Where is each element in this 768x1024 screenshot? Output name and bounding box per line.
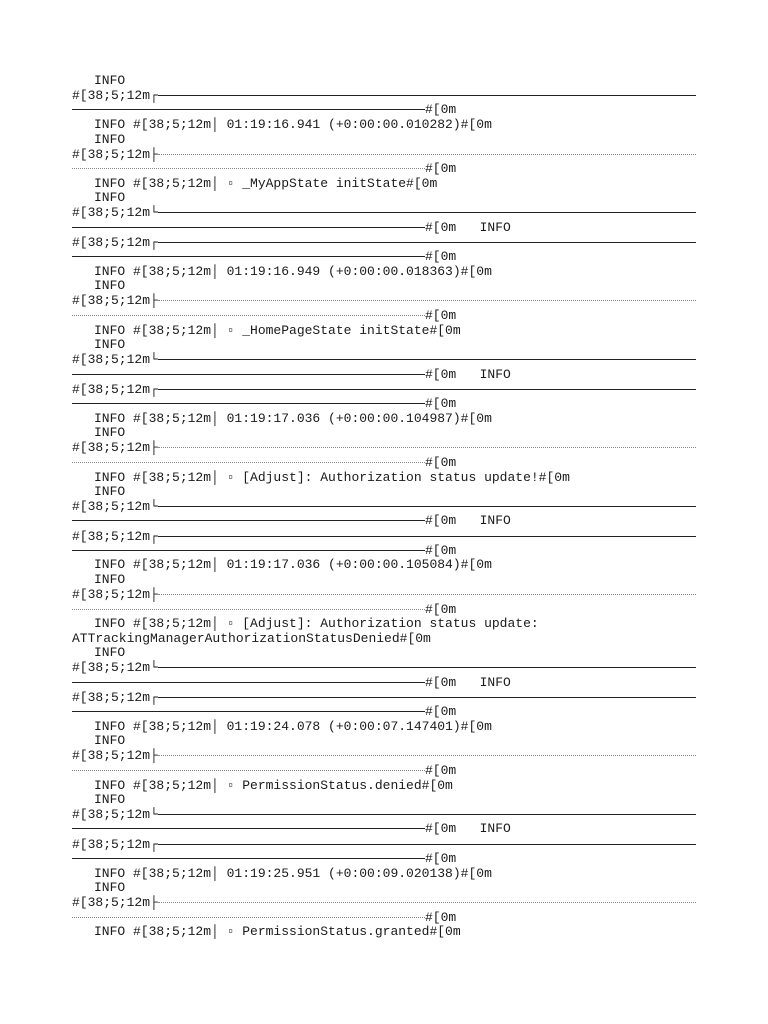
log-line-prefix: #[38;5;12m├: [72, 147, 158, 162]
box-rule-top-left: [72, 403, 425, 404]
log-line-close: #[0m: [425, 763, 457, 778]
log-line-entry: INFO #[38;5;12m│ 01:19:16.949 (+0:00:00.018363)#[0m: [94, 264, 492, 279]
log-line-entry: INFO #[38;5;12m│ ▫ [Adjust]: Authorization status update!#[0m: [94, 470, 570, 485]
log-line-prefix: #[38;5;12m├: [72, 587, 158, 602]
log-line-close: #[0m: [425, 910, 457, 925]
box-rule-mid-left: [72, 315, 425, 316]
box-rule-top-right: [158, 697, 696, 698]
box-rule-top-left: [72, 109, 425, 110]
box-rule-top-right: [158, 844, 696, 845]
log-line-close: #[0m: [425, 602, 457, 617]
log-line-prefix: #[38;5;12m┌: [72, 235, 158, 250]
box-rule-top-right: [158, 389, 696, 390]
box-rule-bot-left: [72, 828, 425, 829]
log-line-prefix: #[38;5;12m┌: [72, 529, 158, 544]
log-line-close: #[0m: [425, 161, 457, 176]
box-rule-top-right: [158, 95, 696, 96]
box-rule-bot-left: [72, 520, 425, 521]
log-line-prefix: #[38;5;12m┌: [72, 88, 158, 103]
log-line-close: #[0m: [425, 543, 457, 558]
box-rule-bot-left: [72, 227, 425, 228]
box-rule-bot-right: [158, 814, 696, 815]
log-line-info: INFO: [94, 425, 126, 440]
box-rule-bot-left: [72, 682, 425, 683]
box-rule-top-left: [72, 550, 425, 551]
box-rule-bot-right: [158, 506, 696, 507]
log-line-entry: INFO #[38;5;12m│ ▫ [Adjust]: Authorization status update:: [94, 616, 539, 631]
log-line-entry: INFO #[38;5;12m│ ▫ _MyAppState initState#[0m: [94, 176, 438, 191]
log-line-close: #[0m: [425, 851, 457, 866]
log-line-info: INFO: [94, 572, 126, 587]
log-line-info: INFO: [94, 132, 126, 147]
box-rule-bot-right: [158, 212, 696, 213]
log-line-prefix: #[38;5;12m├: [72, 748, 158, 763]
box-rule-mid-right: [158, 594, 696, 595]
log-line-entry: INFO #[38;5;12m│ 01:19:24.078 (+0:00:07.147401)#[0m: [94, 719, 492, 734]
box-rule-mid-right: [158, 154, 696, 155]
log-line-prefix: #[38;5;12m└: [72, 205, 158, 220]
log-line-close: #[0m: [425, 308, 457, 323]
log-line-entry: ATTrackingManagerAuthorizationStatusDenied#[0m: [72, 631, 431, 646]
box-rule-mid-left: [72, 609, 425, 610]
log-line-close: #[0m INFO: [425, 675, 511, 690]
log-line-entry: INFO #[38;5;12m│ 01:19:16.941 (+0:00:00.010282)#[0m: [94, 117, 492, 132]
log-line-info: INFO: [94, 645, 126, 660]
log-line-info: INFO: [94, 880, 126, 895]
log-line-close: #[0m: [425, 249, 457, 264]
log-line-prefix: #[38;5;12m└: [72, 352, 158, 367]
log-line-close: #[0m INFO: [425, 821, 511, 836]
box-rule-mid-right: [158, 902, 696, 903]
box-rule-mid-left: [72, 168, 425, 169]
box-rule-top-left: [72, 711, 425, 712]
log-line-info: INFO: [94, 733, 126, 748]
log-line-close: #[0m INFO: [425, 367, 511, 382]
log-line-close: #[0m INFO: [425, 220, 511, 235]
log-line-prefix: #[38;5;12m┌: [72, 690, 158, 705]
log-line-info: INFO: [94, 278, 126, 293]
box-rule-mid-right: [158, 447, 696, 448]
log-line-entry: INFO #[38;5;12m│ 01:19:25.951 (+0:00:09.020138)#[0m: [94, 866, 492, 881]
box-rule-bot-left: [72, 374, 425, 375]
log-line-entry: INFO #[38;5;12m│ 01:19:17.036 (+0:00:00.104987)#[0m: [94, 411, 492, 426]
log-line-info: INFO: [94, 484, 126, 499]
box-rule-top-left: [72, 256, 425, 257]
box-rule-mid-left: [72, 462, 425, 463]
box-rule-top-left: [72, 858, 425, 859]
box-rule-top-right: [158, 242, 696, 243]
log-line-close: #[0m: [425, 455, 457, 470]
log-line-info: INFO: [94, 337, 126, 352]
log-line-prefix: #[38;5;12m└: [72, 499, 158, 514]
log-line-close: #[0m INFO: [425, 513, 511, 528]
box-rule-bot-right: [158, 667, 696, 668]
box-rule-mid-right: [158, 300, 696, 301]
log-line-info: INFO: [94, 792, 126, 807]
log-line-prefix: #[38;5;12m├: [72, 895, 158, 910]
log-line-prefix: #[38;5;12m┌: [72, 382, 158, 397]
log-line-prefix: #[38;5;12m┌: [72, 837, 158, 852]
log-line-prefix: #[38;5;12m└: [72, 660, 158, 675]
box-rule-mid-right: [158, 755, 696, 756]
box-rule-top-right: [158, 536, 696, 537]
log-line-entry: INFO #[38;5;12m│ ▫ _HomePageState initState#[0m: [94, 323, 461, 338]
log-line-prefix: #[38;5;12m└: [72, 807, 158, 822]
log-line-entry: INFO #[38;5;12m│ 01:19:17.036 (+0:00:00.105084)#[0m: [94, 557, 492, 572]
box-rule-bot-right: [158, 359, 696, 360]
log-line-entry: INFO #[38;5;12m│ ▫ PermissionStatus.denied#[0m: [94, 778, 453, 793]
log-line-close: #[0m: [425, 704, 457, 719]
log-line-info: INFO: [94, 190, 126, 205]
log-line-prefix: #[38;5;12m├: [72, 440, 158, 455]
log-line-prefix: #[38;5;12m├: [72, 293, 158, 308]
box-rule-mid-left: [72, 917, 425, 918]
log-line-close: #[0m: [425, 102, 457, 117]
log-line-info: INFO: [94, 73, 126, 88]
log-line-entry: INFO #[38;5;12m│ ▫ PermissionStatus.granted#[0m: [94, 924, 461, 939]
log-line-close: #[0m: [425, 396, 457, 411]
box-rule-mid-left: [72, 770, 425, 771]
